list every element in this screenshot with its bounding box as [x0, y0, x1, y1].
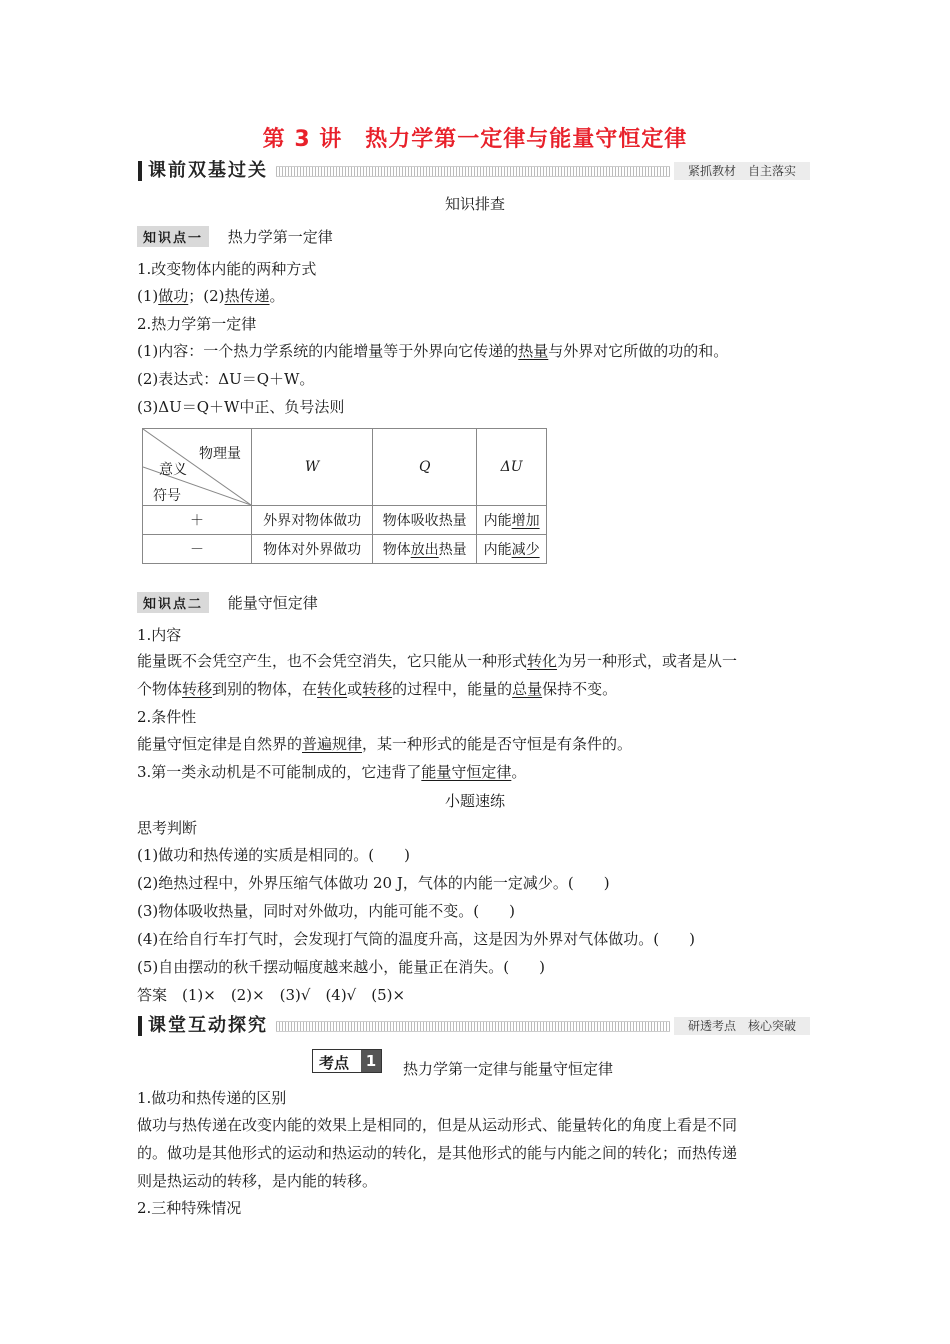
table-row: － 物体对外界做功 物体放出热量 内能减少 [143, 535, 547, 564]
heading-quick-practice: 小题速练 [444, 792, 505, 810]
question-2: (2)绝热过程中，外界压缩气体做功 20 J，气体的内能一定减少。( ) [137, 874, 610, 892]
line-r1: 1.做功和热传递的区别 [137, 1089, 287, 1107]
knowledge-badge: 知识点一 [137, 226, 209, 247]
line-s1a: (1)做功；(2)热传递。 [137, 287, 285, 305]
table-row: ＋ 外界对物体做功 物体吸收热量 内能增加 [143, 506, 547, 535]
heading-knowledge-review: 知识排查 [444, 195, 505, 213]
question-3: (3)物体吸收热量，同时对外做功，内能可能不变。( ) [137, 902, 515, 920]
line-r5: 2.三种特殊情况 [137, 1199, 242, 1217]
line-s2b: (2)表达式：ΔU＝Q＋W。 [137, 370, 315, 388]
exam-point-number: 1 [361, 1050, 381, 1072]
banner-tag: 紧抓教材 自主落实 [674, 162, 810, 180]
line-s2a: (1)内容：一个热力学系统的内能增量等于外界向它传递的热量与外界对它所做的功的和。 [137, 342, 729, 360]
line-t1b: 个物体转移到别的物体，在转化或转移的过程中，能量的总量保持不变。 [137, 680, 618, 698]
line-q0: 思考判断 [137, 819, 198, 837]
section-banner-in-class [138, 1015, 810, 1037]
line-s2c: (3)ΔU＝Q＋W中正、负号法则 [137, 398, 345, 416]
knowledge-badge: 知识点二 [137, 592, 209, 613]
line-t2: 2.条件性 [137, 708, 197, 726]
header-q: Q [373, 429, 477, 506]
question-1: (1)做功和热传递的实质是相同的。( ) [137, 846, 410, 864]
banner-label: 课前双基过关 [138, 160, 268, 182]
question-4: (4)在给自行车打气时，会发现打气筒的温度升高，这是因为外界对气体做功。( ) [137, 930, 695, 948]
header-du: ΔU [477, 429, 547, 506]
line-t1a: 能量既不会凭空产生，也不会凭空消失，它只能从一种形式转化为另一种形式，或者是从一 [137, 652, 738, 670]
exam-point-title: 热力学第一定律与能量守恒定律 [403, 1060, 614, 1078]
banner-stripe [276, 1021, 670, 1032]
banner-stripe [276, 166, 670, 177]
line-t2a: 能量守恒定律是自然界的普遍规律，某一种形式的能是否守恒是有条件的。 [137, 735, 633, 753]
knowledge-title: 能量守恒定律 [227, 594, 318, 612]
line-t1: 1.内容 [137, 626, 182, 644]
line-r3: 的。做功是其他形式的运动和热运动的转化，是其他形式的能与内能之间的转化；而热传递 [137, 1144, 738, 1162]
sign-rule-table [142, 428, 547, 564]
page-title: 第 3 讲 热力学第一定律与能量守恒定律 [262, 127, 688, 152]
table-diagonal-header: 物理量 意义 符号 [143, 429, 252, 506]
header-w: W [252, 429, 373, 506]
line-s1: 1.改变物体内能的两种方式 [137, 260, 317, 278]
line-s2: 2.热力学第一定律 [137, 315, 257, 333]
question-5: (5)自由摆动的秋千摆动幅度越来越小，能量正在消失。( ) [137, 958, 545, 976]
line-t3: 3.第一类永动机是不可能制成的，它违背了能量守恒定律。 [137, 763, 527, 781]
answer-line: 答案 (1)× (2)× (3)√ (4)√ (5)× [137, 986, 406, 1004]
line-r2: 做功与热传递在改变内能的效果上是相同的，但是从运动形式、能量转化的角度上看是不同 [137, 1116, 738, 1134]
banner-tag: 研透考点 核心突破 [674, 1017, 810, 1035]
banner-label: 课堂互动探究 [138, 1015, 268, 1037]
exam-point-badge: 考点 1 [312, 1049, 382, 1073]
knowledge-point-2 [137, 592, 318, 613]
knowledge-point-1 [137, 226, 333, 247]
line-r4: 则是热运动的转移，是内能的转移。 [137, 1172, 378, 1190]
section-banner-pre-class [138, 160, 810, 182]
knowledge-title: 热力学第一定律 [227, 228, 333, 246]
